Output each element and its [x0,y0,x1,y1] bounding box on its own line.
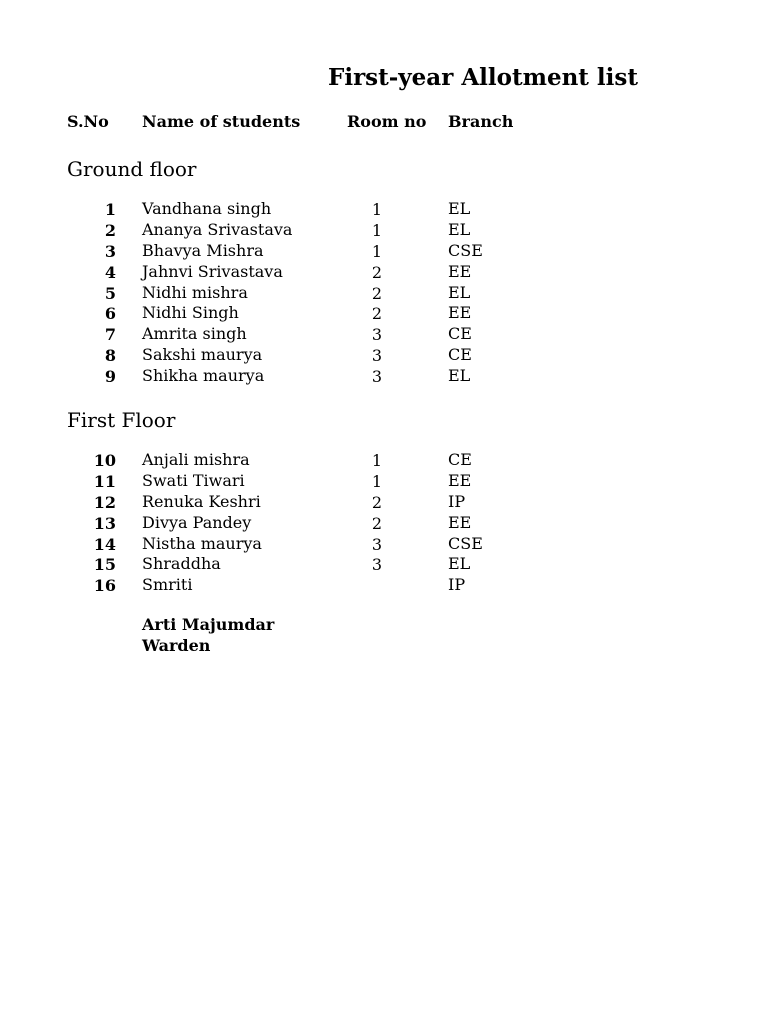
table-row [0,366,768,387]
table-row [0,220,768,241]
table-row [0,471,768,492]
ground-floor-list [0,199,768,387]
page-title: First-year Allotment list [328,64,638,91]
row-branch: EL [448,282,471,302]
row-sno: 13 [93,513,116,533]
column-header-branch: Branch [448,112,514,131]
row-branch: EL [448,199,471,218]
row-name: Divya Pandey [142,512,252,532]
row-name: Ananya Srivastava [142,219,293,239]
row-branch: CE [448,450,472,469]
row-name: Shikha maurya [142,366,265,386]
row-name: Vandhana singh [142,199,272,218]
row-room: 2 [371,262,383,282]
table-row [0,513,768,534]
column-header-room: Room no [347,112,427,131]
row-branch: EE [448,303,472,323]
row-room: 3 [371,325,383,345]
table-row [0,262,768,283]
row-branch: CSE [448,240,483,260]
row-sno: 11 [93,471,116,491]
table-row [0,345,768,366]
row-branch: EL [448,366,471,386]
row-room: 3 [371,555,383,575]
row-name: Renuka Keshri [142,491,261,511]
row-branch: EL [448,219,471,239]
row-sno: 15 [93,555,116,575]
table-row [0,554,768,575]
row-sno: 4 [104,262,116,282]
row-name: Swati Tiwari [142,470,245,490]
table-row [0,324,768,345]
row-sno: 5 [104,283,116,303]
row-room: 3 [371,367,383,387]
section-title-ground-floor: Ground floor [67,157,197,181]
row-sno: 10 [93,451,116,470]
row-sno: 8 [104,346,116,366]
row-branch: IP [448,575,466,595]
table-row [0,283,768,304]
row-room: 3 [371,346,383,366]
row-sno: 2 [104,220,116,240]
warden-name: Arti Majumdar [142,615,275,634]
row-name: Smriti [142,575,193,595]
row-room: 1 [371,471,383,491]
row-sno: 7 [104,325,116,345]
row-room: 2 [371,492,383,512]
row-sno: 9 [104,367,116,387]
row-sno: 12 [93,492,116,512]
section-title-first-floor: First Floor [67,408,176,432]
row-name: Amrita singh [142,324,247,344]
row-branch: IP [448,491,466,511]
row-room: 1 [371,451,383,470]
row-name: Anjali mishra [142,450,250,469]
row-sno: 16 [93,576,116,596]
row-room: 1 [371,200,383,219]
row-branch: CE [448,324,472,344]
row-name: Nidhi Singh [142,303,239,323]
table-row [0,575,768,596]
row-sno: 3 [104,241,116,261]
row-name: Nistha maurya [142,533,262,553]
column-header-name: Name of students [142,112,301,131]
table-row [0,199,768,220]
row-name: Bhavya Mishra [142,240,264,260]
row-branch: EE [448,512,472,532]
row-branch: EE [448,261,472,281]
row-sno: 14 [93,534,116,554]
table-row [0,450,768,471]
table-row [0,534,768,555]
first-floor-list [0,450,768,596]
row-name: Jahnvi Srivastava [142,261,283,281]
row-name: Shraddha [142,554,221,574]
row-room: 3 [371,534,383,554]
row-room: 2 [371,304,383,324]
row-room: 1 [371,241,383,261]
table-row [0,303,768,324]
table-row [0,241,768,262]
row-name: Sakshi maurya [142,345,263,365]
signature-block [142,614,274,656]
row-sno: 6 [104,304,116,324]
row-name: Nidhi mishra [142,282,248,302]
warden-title: Warden [142,636,211,655]
row-room: 2 [371,513,383,533]
row-branch: CSE [448,533,483,553]
table-row [0,492,768,513]
row-branch: EL [448,554,471,574]
row-branch: CE [448,345,472,365]
row-branch: EE [448,470,472,490]
row-sno: 1 [104,200,116,219]
row-room: 1 [371,220,383,240]
row-room: 2 [371,283,383,303]
column-header-sno: S.No [67,112,109,131]
